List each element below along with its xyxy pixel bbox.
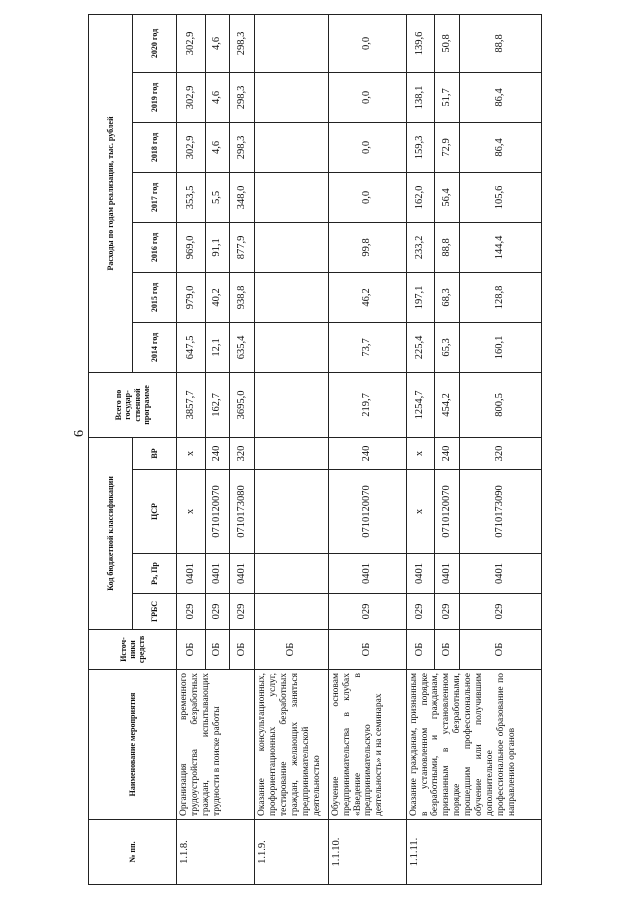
budget-table (88, 14, 542, 885)
header-year: 2019 год (133, 72, 177, 122)
year-value (254, 322, 328, 372)
year-value: 88,8 (435, 222, 460, 272)
csr-code: 0710173090 (459, 470, 541, 554)
grbs-code: 029 (328, 594, 406, 630)
item-name: Оказание консультационных, профориентационных услуг, тестирование безработных граждан, желающих заняться предпринимательской деятельностью (254, 670, 328, 820)
funding-source: ОБ (230, 630, 255, 670)
year-value: 348,0 (230, 172, 255, 222)
year-value: 40,2 (205, 272, 230, 322)
year-value: 91,1 (205, 222, 230, 272)
year-value: 225,4 (406, 322, 435, 372)
year-value: 302,9 (177, 72, 206, 122)
header-name: Наименование мероприятия (89, 670, 177, 820)
year-value: 4,6 (205, 122, 230, 172)
year-value: 298,3 (230, 14, 255, 72)
vr-code: х (406, 437, 435, 469)
year-value (254, 172, 328, 222)
year-value: 5,5 (205, 172, 230, 222)
year-value: 302,9 (177, 122, 206, 172)
header-year: 2014 год (133, 322, 177, 372)
table-body (177, 14, 542, 884)
item-number: 1.1.11. (406, 820, 541, 885)
total-value (254, 372, 328, 437)
vr-code: 240 (328, 437, 406, 469)
budget-table-container (88, 20, 542, 885)
year-value: 50,8 (435, 14, 460, 72)
item-name: Организация временного трудоустройства безработных граждан, испытывающих трудности в поиске работы (177, 670, 255, 820)
year-value: 128,8 (459, 272, 541, 322)
year-value (254, 14, 328, 72)
rzpr-code: 0401 (177, 554, 206, 594)
year-value (254, 122, 328, 172)
total-value: 454,2 (435, 372, 460, 437)
header-grbs: ГРБС (133, 594, 177, 630)
grbs-code: 029 (177, 594, 206, 630)
year-value: 197,1 (406, 272, 435, 322)
item-number: 1.1.10. (328, 820, 406, 885)
year-value: 12,1 (205, 322, 230, 372)
year-value: 144,4 (459, 222, 541, 272)
csr-code: 0710120070 (328, 470, 406, 554)
year-value: 938,8 (230, 272, 255, 322)
year-value: 0,0 (328, 14, 406, 72)
year-value: 56,4 (435, 172, 460, 222)
csr-code (254, 470, 328, 554)
year-value: 46,2 (328, 272, 406, 322)
header-year: 2018 год (133, 122, 177, 172)
year-value: 4,6 (205, 14, 230, 72)
year-value: 162,0 (406, 172, 435, 222)
header-year: 2016 год (133, 222, 177, 272)
funding-source: ОБ (328, 630, 406, 670)
year-value: 0,0 (328, 172, 406, 222)
header-budget-code: Код бюджетной классификации (89, 437, 133, 629)
year-value: 4,6 (205, 72, 230, 122)
grbs-code: 029 (435, 594, 460, 630)
year-value (254, 72, 328, 122)
csr-code: 0710173080 (230, 470, 255, 554)
year-value: 298,3 (230, 122, 255, 172)
vr-code: 240 (435, 437, 460, 469)
year-value: 138,1 (406, 72, 435, 122)
grbs-code (254, 594, 328, 630)
csr-code: 0710120070 (435, 470, 460, 554)
header-csr: ЦСР (133, 470, 177, 554)
rzpr-code: 0401 (328, 554, 406, 594)
year-value (254, 222, 328, 272)
header-row-top (89, 14, 133, 884)
header-total: Всего по государ-ственной программе (89, 372, 177, 437)
year-value: 68,3 (435, 272, 460, 322)
funding-source: ОБ (406, 630, 435, 670)
year-value: 233,2 (406, 222, 435, 272)
vr-code: 320 (230, 437, 255, 469)
year-value: 86,4 (459, 122, 541, 172)
item-name: Обучение основам предпринимательства в клубах «Введение в предпринимательскую деятельность» и на семинарах (328, 670, 406, 820)
rzpr-code: 0401 (205, 554, 230, 594)
year-value: 298,3 (230, 72, 255, 122)
page-number: 6 (72, 430, 87, 437)
vr-code: х (177, 437, 206, 469)
item-number: 1.1.9. (254, 820, 328, 885)
grbs-code: 029 (205, 594, 230, 630)
year-value: 65,3 (435, 322, 460, 372)
item-name: Оказание гражданам, признанным в установленном порядке безработными, и гражданам, признанным в установленном порядке безработными, прошедшим профессиональное обучение или получившим дополнительное профессиональное образование по направлению органов (406, 670, 541, 820)
header-vr: ВР (133, 437, 177, 469)
year-value: 0,0 (328, 122, 406, 172)
total-value: 3857,7 (177, 372, 206, 437)
year-value: 969,0 (177, 222, 206, 272)
total-value: 800,5 (459, 372, 541, 437)
funding-source: ОБ (254, 630, 328, 670)
total-value: 1254,7 (406, 372, 435, 437)
grbs-code: 029 (459, 594, 541, 630)
vr-code (254, 437, 328, 469)
year-value: 105,6 (459, 172, 541, 222)
rzpr-code: 0401 (406, 554, 435, 594)
year-value: 302,9 (177, 14, 206, 72)
year-value: 160,1 (459, 322, 541, 372)
vr-code: 240 (205, 437, 230, 469)
year-value (254, 272, 328, 322)
year-value: 647,5 (177, 322, 206, 372)
csr-code: х (406, 470, 435, 554)
year-value: 73,7 (328, 322, 406, 372)
year-value: 51,7 (435, 72, 460, 122)
header-expenses: Расходы по годам реализации, тыс. рублей (89, 14, 133, 372)
year-value: 86,4 (459, 72, 541, 122)
total-value: 3695,0 (230, 372, 255, 437)
vr-code: 320 (459, 437, 541, 469)
header-year: 2017 год (133, 172, 177, 222)
year-value: 353,5 (177, 172, 206, 222)
rzpr-code: 0401 (435, 554, 460, 594)
header-year: 2015 год (133, 272, 177, 322)
header-year: 2020 год (133, 14, 177, 72)
table-row (177, 14, 206, 884)
table-row (254, 14, 328, 884)
year-value: 0,0 (328, 72, 406, 122)
year-value: 99,8 (328, 222, 406, 272)
header-no: № пп. (89, 820, 177, 885)
item-number: 1.1.8. (177, 820, 255, 885)
rzpr-code (254, 554, 328, 594)
total-value: 162,7 (205, 372, 230, 437)
year-value: 877,9 (230, 222, 255, 272)
year-value: 72,9 (435, 122, 460, 172)
rzpr-code: 0401 (459, 554, 541, 594)
year-value: 979,0 (177, 272, 206, 322)
funding-source: ОБ (459, 630, 541, 670)
table-row (328, 14, 406, 884)
header-rzpr: Рз, Пр (133, 554, 177, 594)
table-row (406, 14, 435, 884)
grbs-code: 029 (406, 594, 435, 630)
funding-source: ОБ (435, 630, 460, 670)
csr-code: х (177, 470, 206, 554)
header-source: Источ-ники средств (89, 630, 177, 670)
year-value: 635,4 (230, 322, 255, 372)
csr-code: 0710120070 (205, 470, 230, 554)
total-value: 219,7 (328, 372, 406, 437)
grbs-code: 029 (230, 594, 255, 630)
year-value: 139,6 (406, 14, 435, 72)
year-value: 159,3 (406, 122, 435, 172)
rzpr-code: 0401 (230, 554, 255, 594)
year-value: 88,8 (459, 14, 541, 72)
funding-source: ОБ (205, 630, 230, 670)
funding-source: ОБ (177, 630, 206, 670)
